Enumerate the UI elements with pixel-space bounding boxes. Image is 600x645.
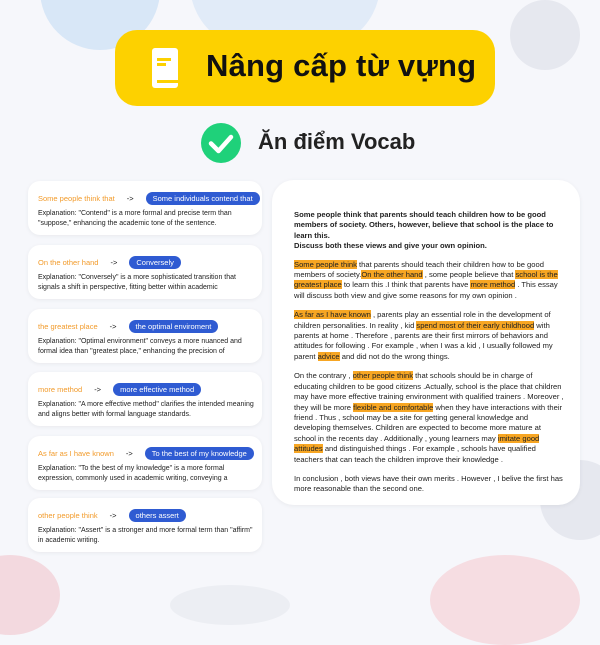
highlighted-phrase: school is the greatest place <box>294 270 558 290</box>
replacement-pill: Some individuals contend that <box>146 192 260 205</box>
essay-prompt-text: Some people think that parents should teach children how to be good members of society. Others, however, believe that school is the place to learn this. Discuss both these views and give your own opinion. <box>294 210 554 251</box>
decor-blob <box>430 555 580 645</box>
highlighted-phrase: other people think <box>352 371 414 381</box>
arrow-icon: -> <box>126 193 134 203</box>
highlighted-phrase: imitate good attitudes <box>294 433 540 454</box>
essay-paragraph-conclusion <box>294 474 564 495</box>
essay-text: to learn this .I think that parents have <box>341 280 471 290</box>
highlighted-phrase: On the other hand <box>361 270 423 280</box>
essay-paragraph-body2 <box>294 371 564 465</box>
essay-text: that schools should be in charge of educating children to be good citizens .Actually, school is the place that children may have more effective training environment with qualified trainers . Moreover , they will be more <box>294 371 564 412</box>
original-phrase: Some people think that <box>38 193 115 203</box>
essay-paragraph-body1 <box>294 310 564 362</box>
vocab-card <box>28 309 262 363</box>
page-title: Nâng cấp từ vựng <box>206 48 477 83</box>
explanation-text: Explanation: "To the best of my knowledge" is a more formal expression, commonly used in academic writing, conveying a <box>38 465 228 482</box>
explanation-text: Explanation: "A more effective method" clarifies the intended meaning and aligns better with formal language standards. <box>38 401 254 418</box>
highlighted-phrase: more method <box>470 280 516 290</box>
vocab-card <box>28 245 262 299</box>
essay-text: and did not do the wrong things. <box>339 351 450 361</box>
essay-text: and distinguished things . For example , schools have qualified teachers that can teach the children improve their knowledge . <box>294 444 536 464</box>
arrow-icon: -> <box>125 448 133 458</box>
replacement-pill: To the best of my knowledge <box>145 447 254 460</box>
essay-text: , some people believe that <box>422 270 516 280</box>
essay-text: On the contrary , <box>294 371 353 381</box>
arrow-icon: -> <box>109 321 117 331</box>
essay-text: . This essay will discuss both view and give some reasons for my own opinion . <box>294 280 558 300</box>
decor-blob <box>0 555 60 635</box>
original-phrase: other people think <box>38 510 98 520</box>
highlighted-phrase: Some people think <box>294 259 357 269</box>
check-circle-icon <box>200 122 242 164</box>
arrow-icon: -> <box>94 384 102 394</box>
highlighted-phrase: advice <box>317 351 340 361</box>
replacement-pill: more effective method <box>113 383 201 396</box>
essay-prompt <box>294 210 564 252</box>
decor-blob <box>510 0 580 70</box>
decor-blob <box>170 585 290 625</box>
explanation-text: Explanation: "Optimal environment" conveys a more nuanced and formal idea than "greatest place," enhancing the precision of <box>38 338 242 355</box>
original-phrase: On the other hand <box>38 257 99 267</box>
original-phrase: more method <box>38 384 83 394</box>
essay-paragraph-intro <box>294 260 564 302</box>
essay-text: when they have interactions with their friend . Thus , school may be a site for getting general knowledge and developing themselves. Children are expected to become more mature at school in the recents day . Additionally , young learners may <box>294 402 563 443</box>
arrow-icon: -> <box>110 257 118 267</box>
book-icon <box>152 48 178 88</box>
title-banner <box>115 30 495 106</box>
explanation-text: Explanation: "Contend" is a more formal and precise term than "suppose," enhancing the academic tone of the sentence. <box>38 210 232 227</box>
explanation-text: Explanation: "Assert" is a stronger and more formal term than "affirm" in academic writing. <box>38 527 253 544</box>
vocab-card <box>28 181 262 235</box>
page-subtitle: Ăn điểm Vocab <box>258 129 416 154</box>
highlighted-phrase: flexible and comfortable <box>353 402 434 412</box>
vocab-card <box>28 498 262 552</box>
replacement-pill: Conversely <box>129 256 181 269</box>
replacement-pill: others assert <box>129 509 186 522</box>
essay-text: with parents at home . Therefore , parents are their first mirrors of behaviors and attitudes for following . For example , when I was a kid , I usually followed my parent <box>294 320 553 361</box>
replacement-pill: the optimal enviroment <box>129 320 219 333</box>
vocab-card <box>28 436 262 490</box>
essay-text: , parents play an essential role in the development of children personalities. In reality , kid <box>294 310 551 330</box>
essay-text: that parents should teach their children how to be good members of society. <box>294 259 544 280</box>
arrow-icon: -> <box>109 510 117 520</box>
highlighted-phrase: spend most of their early childhood <box>416 320 535 330</box>
highlighted-phrase: As far as I have known <box>294 310 371 320</box>
explanation-text: Explanation: "Conversely" is a more sophisticated transition that signals a shift in perspective, fitting better within academic <box>38 274 236 291</box>
essay-text: In conclusion , both views have their own merits . However , I belive the first has more reasonable than the second one. <box>294 473 563 494</box>
vocab-card <box>28 372 262 426</box>
original-phrase: As far as I have known <box>38 448 114 458</box>
original-phrase: the greatest place <box>38 321 98 331</box>
essay-card <box>272 180 580 505</box>
